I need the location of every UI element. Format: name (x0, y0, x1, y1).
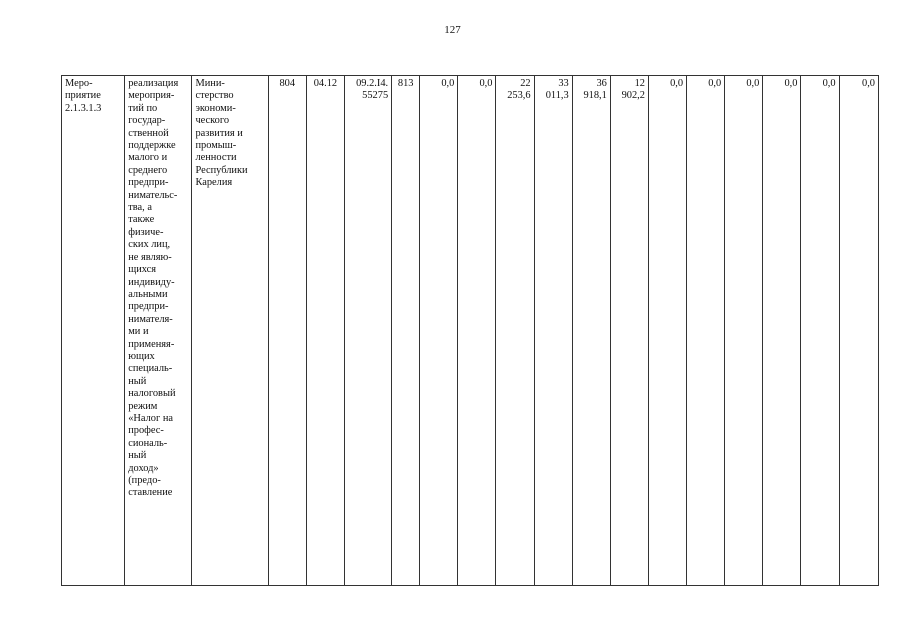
measure-name-line: сиональ- (128, 437, 168, 449)
measure-name-line: профес- (128, 425, 164, 437)
value-line: 12 (634, 78, 645, 89)
executor-line: Республики (195, 164, 248, 176)
value-line: 0,0 (746, 78, 760, 89)
measure-name-line: нимателя- (128, 313, 173, 325)
measure-name-line: ственной (128, 127, 169, 139)
measure-name-line: ских лиц, (128, 239, 171, 251)
executor-line: промыш- (195, 140, 237, 152)
measure-name-line: тий по (128, 102, 158, 114)
value-cell (763, 76, 801, 586)
rzpr-cell: 04.12 (306, 76, 344, 586)
value-line: 0,0 (708, 78, 722, 89)
measure-name-line: ставление (128, 487, 173, 499)
value-cell (420, 76, 458, 586)
value-cell (610, 76, 648, 586)
measure-name-line: государ- (128, 115, 166, 127)
value-cell (534, 76, 572, 586)
measure-name-line: среднего (128, 164, 168, 176)
measure-name-line: ный (128, 450, 147, 462)
value-line: 902,2 (621, 90, 645, 102)
value-line: 22 (520, 78, 531, 89)
value-line: 0,0 (822, 78, 836, 89)
executor-line: ческого (195, 115, 230, 127)
executor-line: ленности (195, 152, 237, 164)
measure-name-line: малого и (128, 152, 168, 164)
value-line: 918,1 (583, 90, 607, 102)
value-cell (572, 76, 610, 586)
page-number: 127 (444, 24, 461, 36)
value-line: 011,3 (545, 90, 569, 102)
value-line: 0,0 (862, 78, 875, 89)
value-cell (839, 76, 878, 586)
csr-line: 55275 (362, 90, 389, 102)
executor-line: Карелия (195, 177, 233, 189)
measure-name-line: также (128, 214, 155, 226)
measure-name-line: (предо- (128, 475, 161, 486)
executor-line: стерство (195, 90, 234, 102)
item-type-line: Меро- (65, 78, 93, 89)
grbs-cell: 804 (268, 76, 306, 586)
measure-name-line: реализация (128, 78, 179, 89)
measure-name-line: ющих (128, 350, 155, 362)
measure-name-line: «Налог на (128, 412, 174, 424)
value-cell (725, 76, 763, 586)
measure-name-line: не являю- (128, 251, 172, 263)
vr-cell: 813 (392, 76, 420, 586)
measure-name-line: тва, а (128, 202, 152, 214)
measure-name-line: мероприя- (128, 90, 175, 102)
value-cell (496, 76, 534, 586)
csr-line: 09.2.I4. (356, 78, 389, 89)
value-line: 33 (558, 78, 569, 89)
measure-name-line: доход» (128, 462, 159, 474)
measure-name-line: физиче- (128, 226, 164, 238)
measure-name-line: ный (128, 375, 147, 387)
value-line: 0,0 (670, 78, 684, 89)
value-line: 36 (596, 78, 607, 89)
measure-name-line: предпри- (128, 177, 169, 189)
measure-name-line: режим (128, 400, 158, 412)
measure-name-cell (125, 76, 192, 586)
measure-name-line: ми и (128, 326, 149, 338)
measure-name-line: нимательс- (128, 189, 178, 201)
table-row (62, 76, 879, 586)
executor-line: развития и (195, 127, 243, 139)
measure-name-line: индивиду- (128, 276, 175, 288)
executor-line: экономи- (195, 102, 236, 114)
measure-name-line: альными (128, 288, 168, 300)
measure-name-line: поддержке (128, 140, 176, 152)
csr-cell (344, 76, 391, 586)
item-type-line: 2.1.3.1.3 (65, 102, 102, 114)
measure-name-line: налоговый (128, 388, 176, 400)
value-cell (648, 76, 686, 586)
value-cell (801, 76, 839, 586)
executor-line: Мини- (195, 78, 225, 89)
executor-cell (192, 76, 268, 586)
measure-name-line: применяя- (128, 338, 175, 350)
measure-name-line: щихся (128, 264, 157, 276)
value-line: 0,0 (784, 78, 798, 89)
measure-name-line: специаль- (128, 363, 173, 375)
item-type-cell (62, 76, 125, 586)
budget-table (61, 75, 879, 586)
value-cell (687, 76, 725, 586)
value-line: 0,0 (441, 78, 455, 89)
value-cell (458, 76, 496, 586)
value-line: 253,6 (507, 90, 531, 102)
item-type-line: приятие (65, 90, 101, 102)
measure-name-line: предпри- (128, 301, 169, 313)
value-line: 0,0 (479, 78, 493, 89)
